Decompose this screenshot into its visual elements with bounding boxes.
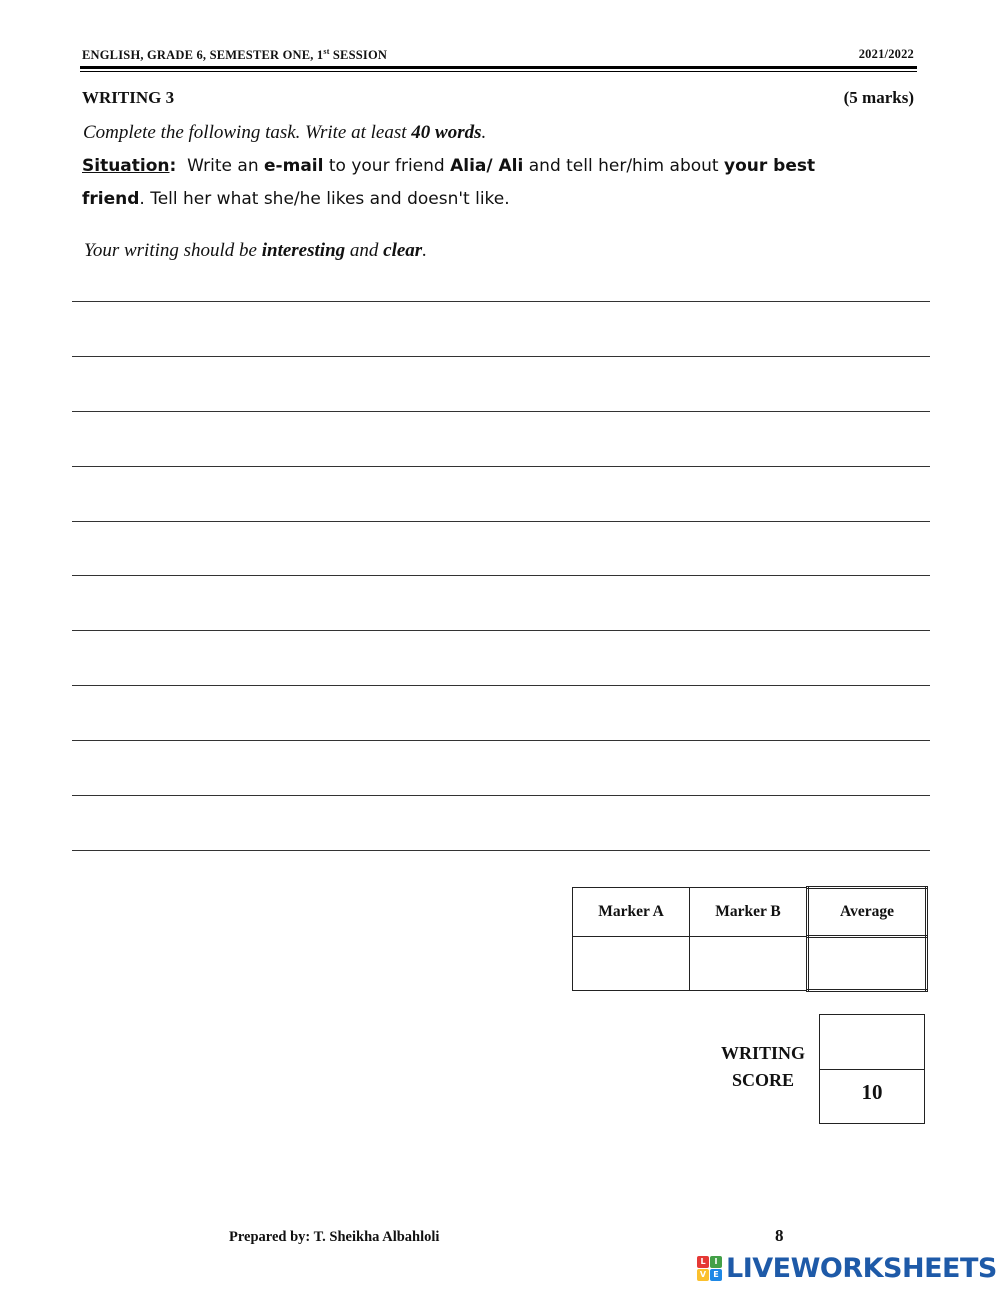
- average-cell[interactable]: [808, 937, 927, 991]
- writing-line[interactable]: [72, 356, 930, 357]
- score-input-cell[interactable]: [820, 1015, 923, 1068]
- score-divider: [819, 1069, 925, 1070]
- situation-label: Situation: [82, 156, 170, 176]
- writing-note: Your writing should be interesting and clear.: [84, 240, 427, 261]
- average-header: Average: [808, 888, 927, 937]
- writing-line[interactable]: [72, 466, 930, 467]
- writing-score-label: WRITING SCORE: [720, 1043, 805, 1090]
- section-marks: (5 marks): [843, 88, 914, 107]
- score-total: 10: [861, 1080, 883, 1104]
- header-rule-thick: [80, 66, 917, 69]
- writing-line[interactable]: [72, 575, 930, 576]
- logo-text: LIVEWORKSHEETS: [726, 1253, 997, 1284]
- logo-tiles-icon: L I V E: [697, 1256, 722, 1281]
- marker-a-cell[interactable]: [573, 937, 690, 991]
- prepared-by: Prepared by: T. Sheikha Albahloli: [229, 1229, 440, 1245]
- page-number: 8: [775, 1226, 784, 1245]
- writing-line[interactable]: [72, 740, 930, 741]
- writing-line[interactable]: [72, 521, 930, 522]
- liveworksheets-logo: [697, 1253, 997, 1284]
- marker-table: [572, 886, 928, 992]
- marker-a-header: Marker A: [573, 888, 690, 937]
- writing-line[interactable]: [72, 301, 930, 302]
- situation-line-2: friend. Tell her what she/he likes and doesn't like.: [82, 189, 510, 209]
- header-rule-thin: [80, 71, 917, 72]
- writing-line[interactable]: [72, 795, 930, 796]
- section-title: WRITING 3: [82, 88, 175, 107]
- writing-line[interactable]: [72, 630, 930, 631]
- header-year: 2021/2022: [858, 47, 914, 61]
- writing-line[interactable]: [72, 411, 930, 412]
- writing-line[interactable]: [72, 685, 930, 686]
- marker-b-cell[interactable]: [690, 937, 808, 991]
- writing-line[interactable]: [72, 850, 930, 851]
- marker-b-header: Marker B: [690, 888, 808, 937]
- header-left: ENGLISH, GRADE 6, SEMESTER ONE, 1st SESSION: [82, 47, 388, 63]
- instruction: Complete the following task. Write at least 40 words.: [83, 122, 487, 143]
- situation-line-1: Situation: Write an e-mail to your friend Alia/ Ali and tell her/him about your best: [82, 156, 816, 176]
